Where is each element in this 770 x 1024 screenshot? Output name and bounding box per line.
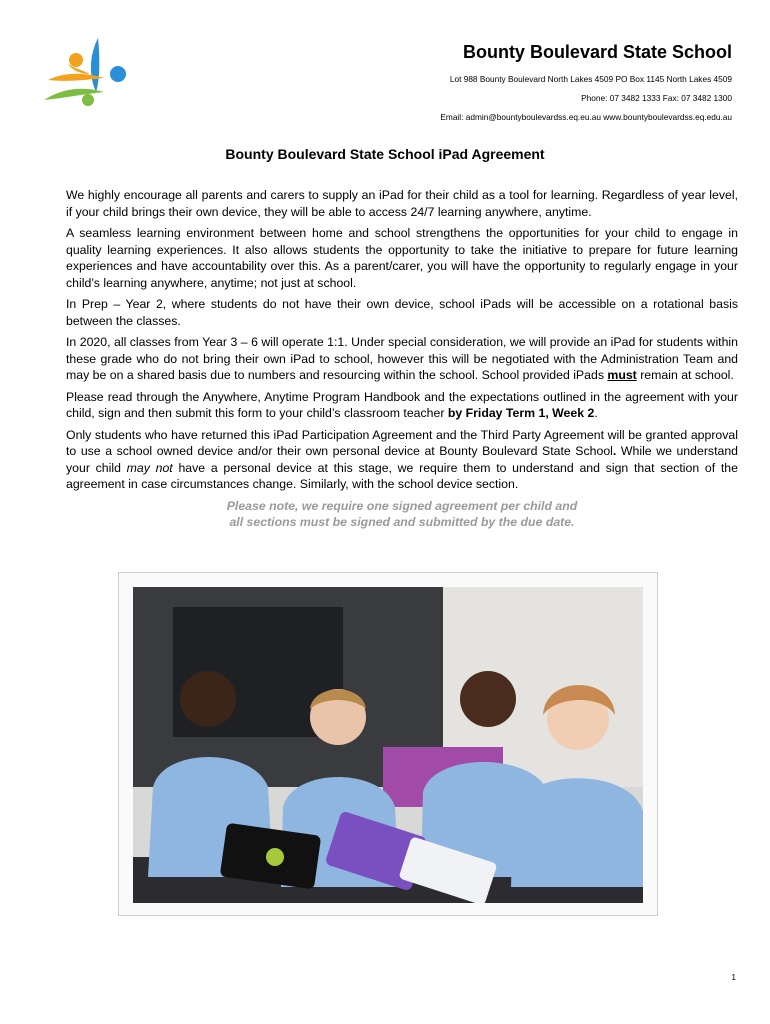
p6-dot: . — [612, 444, 617, 458]
logo-blue-swoosh — [91, 38, 99, 92]
page-number: 1 — [731, 973, 736, 982]
school-email-web: Email: admin@bountyboulevardss.eq.eu.au www.bountyboulevardss.eq.edu.au — [440, 112, 732, 122]
submission-note — [66, 498, 738, 530]
paragraph-seamless-learning: A seamless learning environment between home and school strengthens the opportunities for your child to engage in quality learning experiences. It also allows students the opportunity to take the initiative to prepare for future learning experiences and have accountability over this. As a parent/carer, you will have the opportunity to regularly engage in your child’s learning anywhere, anytime; not just at school. — [66, 226, 738, 290]
p5-text-a: Please read through the Anywhere, Anytime Program Handbook and the expectations outlined in the agreement with your child, sign and then submit this form to your child’s classroom teacher — [66, 389, 738, 420]
p6-may-not: may not — [126, 460, 173, 475]
paragraph-prep-year2: In Prep – Year 2, where students do not have their own device, school iPads will be accessible on a rotational basis between the classes. — [66, 297, 738, 328]
child-3-head — [460, 671, 516, 727]
logo-blue-head — [110, 66, 126, 82]
paragraph-year3-6 — [66, 334, 738, 384]
note-line-2: all sections must be signed and submitted by the due date. — [229, 514, 575, 529]
document-title: Bounty Boulevard State School iPad Agreement — [225, 146, 545, 162]
paragraph-approval — [66, 427, 738, 493]
school-address: Lot 988 Bounty Boulevard North Lakes 4509 PO Box 1145 North Lakes 4509 — [449, 74, 732, 84]
p4-text-a: In 2020, all classes from Year 3 – 6 will operate 1:1. Under special consideration, we will provide an iPad for students within these grade who do not bring their own iPad to school, however this will be negotiated with the Administration Team and may be on a shared basis due to numbers and resourcing within the school. School provided iPads — [66, 335, 738, 382]
logo-orange-head — [69, 53, 83, 67]
document-body — [66, 187, 738, 530]
school-name: Bounty Boulevard State School — [462, 42, 732, 62]
p6-text-b: While we understand your child — [66, 444, 739, 475]
photo-frame — [118, 572, 658, 916]
students-with-ipads-photo — [133, 587, 643, 903]
p6-text-a: Only students who have returned this iPad Participation Agreement and the Third Party Agreement will be granted approval to use a school owned device and/or their own personal device at Bounty Boulevard State School — [66, 427, 738, 458]
p4-must: must — [607, 368, 637, 382]
p4-text-b: remain at school. — [636, 368, 734, 382]
letterhead — [440, 42, 732, 131]
paragraph-intro: We highly encourage all parents and carers to supply an iPad for their child as a tool for learning. Regardless of year level, if your child brings their own device, they will be able to access 24/7 learning anywhere, anytime. — [66, 188, 738, 219]
school-phone-fax: Phone: 07 3482 1333 Fax: 07 3482 1300 — [581, 93, 732, 103]
paragraph-handbook — [66, 389, 738, 422]
p6-text-c: have a personal device at this stage, we require them to understand and sign that section of the agreement in case circumstances change. Similarly, with the school device section. — [66, 460, 738, 491]
school-logo — [40, 34, 132, 118]
note-line-1: Please note, we require one signed agreement per child and — [226, 498, 578, 513]
logo-green-swoosh — [44, 89, 104, 100]
p5-text-b: . — [594, 406, 598, 420]
logo-green-head — [82, 94, 94, 106]
child-1-head — [180, 671, 236, 727]
child-4-shirt — [511, 778, 643, 887]
ipad-black-green-logo — [266, 848, 284, 866]
p5-deadline: by Friday Term 1, Week 2 — [447, 406, 595, 420]
